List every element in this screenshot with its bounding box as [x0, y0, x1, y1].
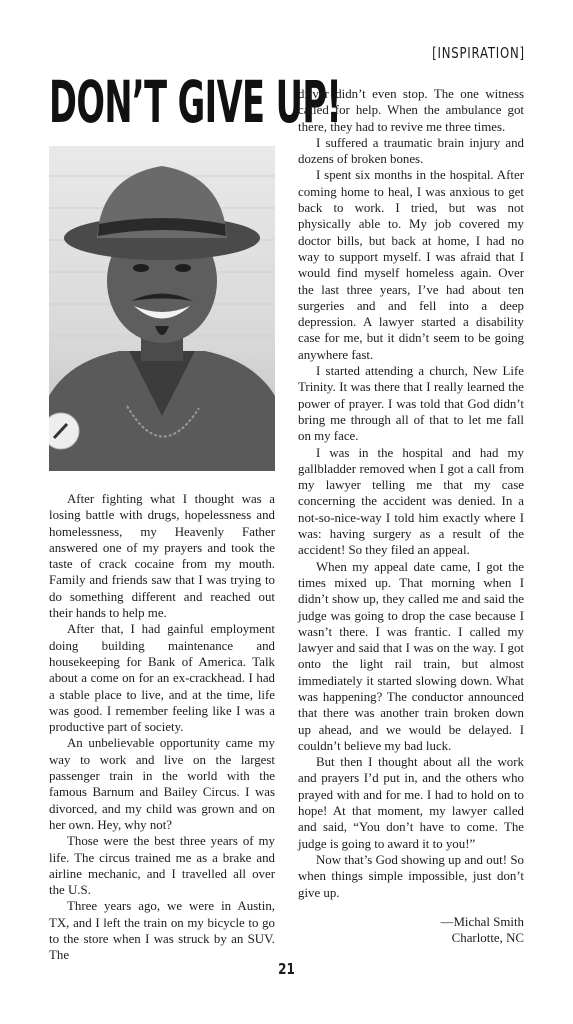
article-body-left-column: [49, 491, 275, 964]
page-number: 21: [278, 960, 295, 978]
author-photo: [49, 146, 275, 471]
paragraph: I spent six months in the hospital. After coming home to heal, I was anxious to get back to work. I tried, but was not physically able to. My job covered my doctor bills, but back at home, I had no way to support myself. I was afraid that I would find myself homeless again. Over the last three years, I’ve had about ten surgeries and and fell into a deep depression. A lawyer started a disability case for me, but it didn’t seem to be going anywhere fast.: [298, 168, 524, 362]
paragraph: I was in the hospital and had my gallbladder removed when I got a call from my lawyer telling me that my case concerning the accident was denied. In a not-so-nice-way I told him exactly where I was: having surgery as a result of the accident! So they filed an appeal.: [298, 445, 524, 558]
paragraph: Now that’s God showing up and out! So when things simple impossible, just don’t give up.: [298, 852, 524, 900]
paragraph: After that, I had gainful employment doing building maintenance and housekeeping for Bank of America. Talk about a come on for an ex-crackhead. I had a stable place to live, and at the time, life was good. I remember feeling like I was a productive part of society.: [49, 622, 275, 735]
article-title: DON’T GIVE UP!: [49, 68, 342, 136]
paragraph: Those were the best three years of my life. The circus trained me as a brake and airline mechanic, and I travelled all over the U.S.: [49, 834, 275, 898]
paragraph: After fighting what I thought was a losing battle with drugs, hopelessness and homelessness, my Heavenly Father answered one of my prayers and took the taste of crack cocaine from my mouth. Family and friends saw that I was trying to do something different and reached out their hands to help me.: [49, 492, 275, 621]
paragraph: But then I thought about all the work and prayers I’d put in, and the others who prayed with and for me. I had to hold on to hope! At that moment, my lawyer called and said, “You don’t have to come. The judge is going to award it to you!”: [298, 755, 524, 851]
paragraph: I suffered a traumatic brain injury and dozens of broken bones.: [298, 135, 524, 167]
paragraph-continuation: driver didn’t even stop. The one witness called for help. When the ambulance got there, they had to revive me three times.: [298, 87, 524, 134]
section-tag: [INSPIRATION]: [432, 44, 525, 62]
author-signature: [298, 914, 524, 947]
author-location: Charlotte, NC: [451, 931, 524, 946]
article-body-right-column: [298, 86, 524, 901]
paragraph: An unbelievable opportunity came my way to work and live on the largest passenger train in the world with the famous Barnum and Bailey Circus. I was divorced, and my child was grown and on her own. Hey, why not?: [49, 736, 275, 832]
author-name: —Michal Smith: [440, 915, 524, 929]
paragraph: When my appeal date came, I got the times mixed up. That morning when I didn’t show up, they called me and said the judge was going to drop the case because I wasn’t there. I was frantic. I called my lawyer and said that I was on the way. I got onto the light rail train, but almost immediately it started slowing down. What was happening? The conductor announced that there was another train broken down up ahead, and we would be delayed. I couldn’t believe my bad luck.: [298, 559, 524, 753]
paragraph: I started attending a church, New Life Trinity. It was there that I really learned the power of prayer. I was told that God didn’t bring me through all of that to let me fall on my face.: [298, 364, 524, 444]
paragraph: Three years ago, we were in Austin, TX, and I left the train on my bicycle to go to the store when I was struck by an SUV. The: [49, 899, 275, 963]
